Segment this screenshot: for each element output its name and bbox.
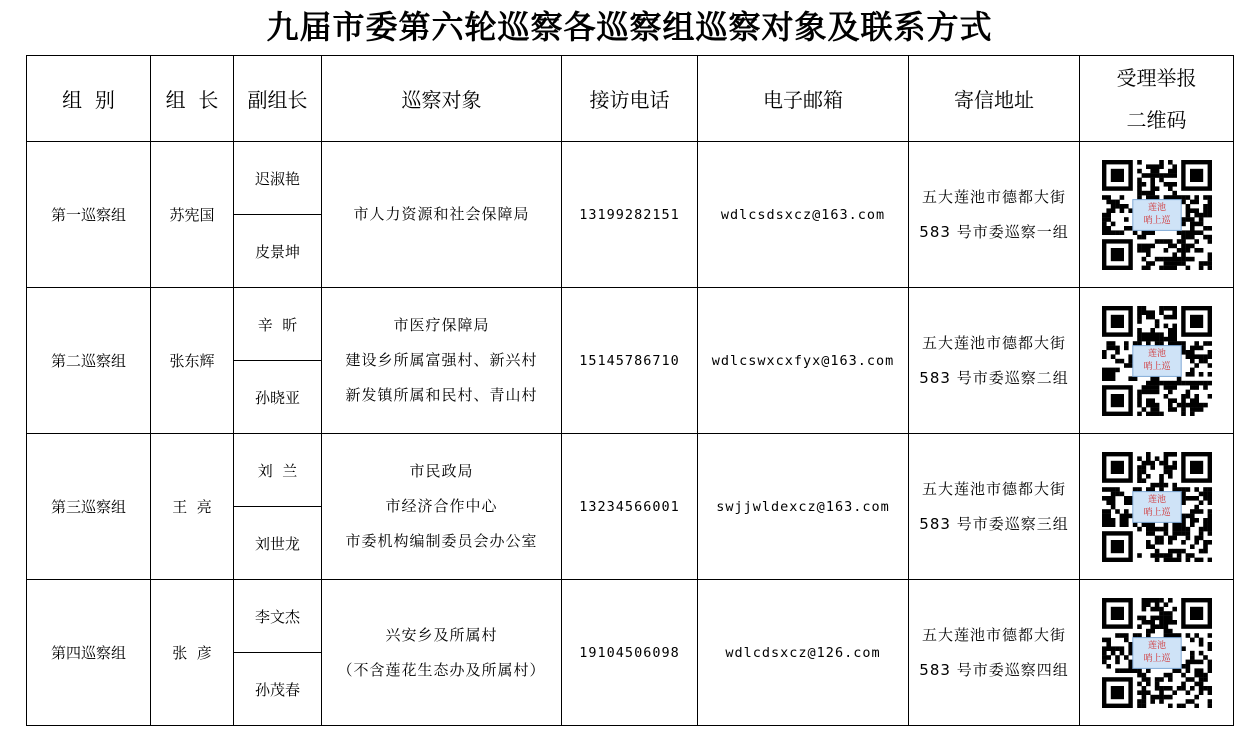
leader-cell: 张 彦 (151, 580, 234, 726)
qr-cell (1080, 580, 1234, 726)
header-row (27, 56, 1234, 142)
group-cell: 第一巡察组 (27, 142, 151, 288)
qr-code-icon (1102, 160, 1212, 270)
header-deputy: 副组长 (234, 56, 322, 142)
phone-cell: 13234566001 (562, 434, 698, 580)
qr-cell (1080, 288, 1234, 434)
table-row (27, 434, 1234, 507)
qr-code-icon (1102, 598, 1212, 708)
qr-stamp-line1: 莲池 (1147, 640, 1166, 651)
qr-stamp-line1: 莲池 (1147, 202, 1166, 213)
target-cell (322, 580, 562, 726)
table-row (27, 142, 1234, 215)
email-cell: wdlcsdsxcz@163.com (698, 142, 909, 288)
group-cell: 第二巡察组 (27, 288, 151, 434)
target-line: 市医疗保障局 (393, 316, 490, 334)
group-cell: 第四巡察组 (27, 580, 151, 726)
address-cell (909, 288, 1080, 434)
qr-stamp-line2: 哨上巡 (1142, 215, 1171, 226)
target-line: 市经济合作中心 (385, 497, 498, 515)
target-line: 市人力资源和社会保障局 (353, 205, 530, 223)
target-line: 新发镇所属和民村、青山村 (345, 386, 538, 404)
header-group: 组 别 (27, 56, 151, 142)
address-line1: 五大莲池市德都大街 (921, 625, 1066, 644)
address-cell (909, 142, 1080, 288)
address-cell (909, 434, 1080, 580)
address-line2: 583 号市委巡察四组 (919, 660, 1069, 679)
table-row (27, 580, 1234, 653)
qr-stamp-line2: 哨上巡 (1142, 653, 1171, 664)
deputy-cell: 李文杰 (234, 580, 322, 653)
deputy-cell: 迟淑艳 (234, 142, 322, 215)
header-qr-line2: 二维码 (1126, 107, 1187, 132)
table-row (27, 288, 1234, 361)
deputy-cell: 孙茂春 (234, 653, 322, 726)
qr-stamp-line1: 莲池 (1147, 348, 1166, 359)
address-line2: 583 号市委巡察二组 (919, 368, 1069, 387)
deputy-cell: 皮景坤 (234, 215, 322, 288)
email-cell: swjjwldexcz@163.com (698, 434, 909, 580)
header-leader: 组 长 (151, 56, 234, 142)
address-line2: 583 号市委巡察三组 (919, 514, 1069, 533)
header-email: 电子邮箱 (698, 56, 909, 142)
phone-cell: 19104506098 (562, 580, 698, 726)
header-qr-line1: 受理举报 (1116, 65, 1197, 90)
phone-cell: 13199282151 (562, 142, 698, 288)
email-cell: wdlcdsxcz@126.com (698, 580, 909, 726)
target-line: 市委机构编制委员会办公室 (345, 532, 538, 550)
phone-cell: 15145786710 (562, 288, 698, 434)
page-title: 九届市委第六轮巡察各巡察组巡察对象及联系方式 (266, 8, 993, 46)
qr-cell (1080, 434, 1234, 580)
address-line1: 五大莲池市德都大街 (921, 333, 1066, 352)
target-line: 市民政局 (409, 462, 474, 480)
header-qr (1080, 56, 1234, 142)
target-cell (322, 288, 562, 434)
qr-code-icon (1102, 306, 1212, 416)
header-address: 寄信地址 (909, 56, 1080, 142)
deputy-cell: 刘世龙 (234, 507, 322, 580)
address-line1: 五大莲池市德都大街 (921, 187, 1066, 206)
deputy-cell: 孙晓亚 (234, 361, 322, 434)
leader-cell: 苏宪国 (151, 142, 234, 288)
qr-cell (1080, 142, 1234, 288)
target-cell (322, 434, 562, 580)
target-cell (322, 142, 562, 288)
qr-code-icon (1102, 452, 1212, 562)
deputy-cell: 刘 兰 (234, 434, 322, 507)
inspection-table (26, 55, 1234, 726)
address-cell (909, 580, 1080, 726)
qr-stamp-line1: 莲池 (1147, 494, 1166, 505)
address-line1: 五大莲池市德都大街 (921, 479, 1066, 498)
group-cell: 第三巡察组 (27, 434, 151, 580)
target-line: （不含莲花生态办及所属村） (337, 660, 546, 679)
target-line: 兴安乡及所属村 (385, 625, 498, 644)
qr-stamp-line2: 哨上巡 (1142, 361, 1171, 372)
address-line2: 583 号市委巡察一组 (919, 222, 1069, 241)
leader-cell: 张东辉 (151, 288, 234, 434)
target-line: 建设乡所属富强村、新兴村 (345, 351, 538, 369)
header-phone: 接访电话 (562, 56, 698, 142)
header-target: 巡察对象 (322, 56, 562, 142)
qr-stamp-line2: 哨上巡 (1142, 507, 1171, 518)
leader-cell: 王 亮 (151, 434, 234, 580)
email-cell: wdlcswxcxfyx@163.com (698, 288, 909, 434)
deputy-cell: 辛 昕 (234, 288, 322, 361)
